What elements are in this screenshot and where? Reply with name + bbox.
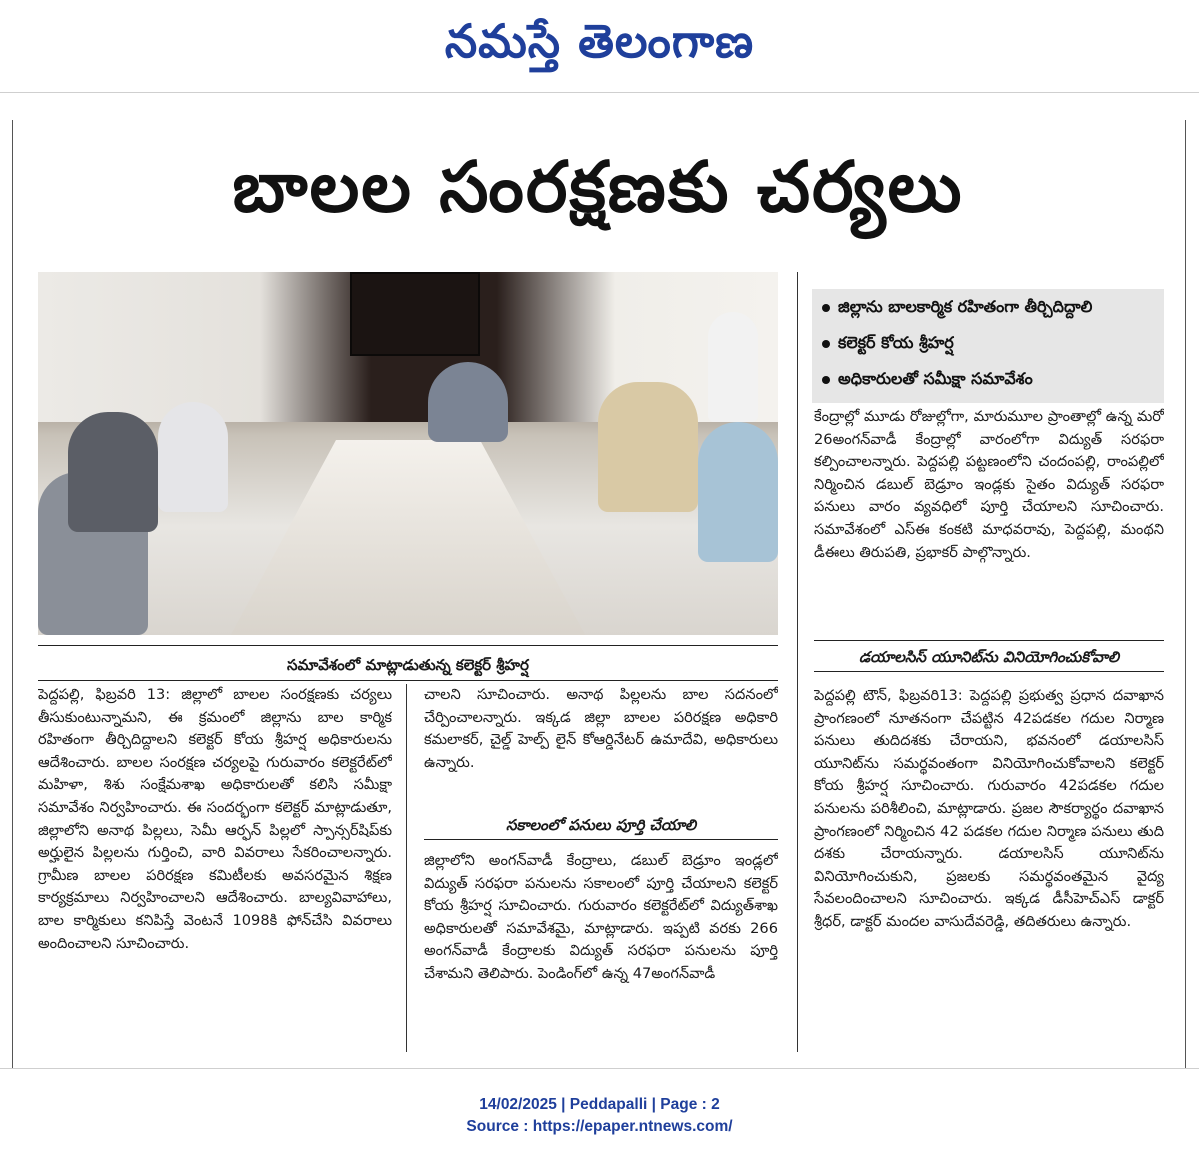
- headline: బాలల సంరక్షణకు చర్యలు: [232, 146, 964, 228]
- top-separator: [0, 92, 1199, 93]
- bottom-separator: [0, 1068, 1199, 1069]
- masthead-logo: నమస్తే తెలంగాణ: [444, 14, 755, 68]
- highlight-text: కలెక్టర్ కోయ శ్రీహర్ష: [838, 333, 954, 352]
- divider: [424, 839, 778, 840]
- photo-person: [68, 412, 158, 532]
- highlight-item: [812, 325, 1164, 361]
- footer-source[interactable]: Source : https://epaper.ntnews.com/: [466, 1118, 733, 1135]
- highlight-item: [812, 289, 1164, 325]
- photo-tv-screen: [350, 272, 480, 356]
- divider: [38, 645, 778, 646]
- meeting-photo: [38, 272, 778, 635]
- divider: [38, 680, 778, 681]
- divider: [814, 640, 1164, 641]
- article-column-2-bottom: జిల్లాలోని అంగన్‌వాడీ కేంద్రాలు, డబుల్ బెడ్రూం ఇండ్లలో విద్యుత్ సరఫరా పనులను సకాలంలో పూర్తి చేయాలని కలెక్టర్ కోయ శ్రీహర్ష సూచించారు. గురువారం కలెక్టరేట్‌లో విద్యుత్‌శాఖ అధికారులతో సమావేశమై, మాట్లాడారు. ఇప్పటి వరకు 266 అంగన్‌వాడీ కేంద్రాలకు విద్యుత్ సరఫరా పనులను పూర్తి చేశామని తెలిపారు. పెండింగ్‌లో ఉన్న 47అంగన్‌వాడీ: [424, 852, 778, 982]
- photo-person: [698, 422, 778, 562]
- bullet-dot-icon: [822, 304, 830, 312]
- article-column-1: పెద్దపల్లి, ఫిబ్రవరి 13: జిల్లాలో బాలల సంరక్షణకు చర్యలు తీసుకుంటున్నామని, ఈ క్రమంలో జిల్లాను బాల కార్మిక రహితంగా తీర్చిదిద్దాలని కలెక్టర్ కోయ శ్రీహర్ష అధికారులను ఆదేశించారు. బాలల సంరక్షణ చర్యలపై గురువారం కలెక్టరేట్‌లో మహిళా, శిశు సంక్షేమశాఖ అధికారులతో కలిసి సమీక్షా సమావేశం నిర్వహించారు. ఈ సందర్భంగా కలెక్టర్ మాట్లాడుతూ, జిల్లాలోని అనాథ పిల్లలు, సెమీ ఆర్ఫన్ పిల్లలో స్పాన్సర్‌షిప్‌కు అర్హులైన పిల్లలను గుర్తించి, వారి వివరాలు సేకరించాలన్నారు. గ్రామీణ బాలల పరిరక్షణ కమిటీలకు అవసరమైన శిక్షణ కార్యక్రమాలు నిర్వహించాలని ఆదేశించారు. బాల్యవివాహాలు, బాల కార్మికులు కనిపిస్తే వెంటనే 1098కి ఫోన్‌చేసి వివరాలు అందించాలని సూచించారు.: [38, 686, 392, 952]
- highlight-item: [812, 361, 1164, 397]
- divider: [814, 671, 1164, 672]
- subhead-complete-works: సకాలంలో పనులు పూర్తి చేయాలి: [505, 816, 697, 834]
- article-right-paragraph-1: కేంద్రాల్లో మూడు రోజుల్లోగా, మారుమూల ప్రాంతాల్లో ఉన్న మరో 26అంగన్‌వాడీ కేంద్రాల్లో వారంలోగా విద్యుత్ సరఫరా కల్పించాలన్నారు. పెద్దపల్లి పట్టణంలోని చందంపల్లి, రాంపల్లిలో నిర్మించిన డబుల్ బెడ్రూం ఇండ్లకు సైతం విద్యుత్ సరఫరా పనులు వారం వ్యవధిలో పూర్తి చేయాలని సూచించారు. సమావేశంలో ఎస్ఈ కంకటి మాధవరావు, పెద్దపల్లి, మంథని డీఈలు తిరుపతి, ప్రభాకర్ పాల్గొన్నారు.: [814, 408, 1164, 561]
- photo-caption: సమావేశంలో మాట్లాడుతున్న కలెక్టర్ శ్రీహర్ష: [287, 656, 529, 674]
- footer: [0, 1094, 1199, 1138]
- column-divider: [797, 272, 798, 1052]
- subhead-dialysis: డయాలసిస్ యూనిట్‌ను వినియోగించుకోవాలి: [859, 648, 1119, 666]
- photo-person: [708, 312, 758, 422]
- footer-date-page: 14/02/2025 | Peddapalli | Page : 2: [479, 1096, 720, 1113]
- column-divider: [406, 684, 407, 1052]
- article-right-paragraph-2: పెద్దపల్లి టౌన్, ఫిబ్రవరి13: పెద్దపల్లి ప్రభుత్వ ప్రధాన దవాఖాన ప్రాంగణంలో నూతనంగా చేపట్టిన 42పడకల గదుల నిర్మాణ పనులు తుదిదశకు చేరాయని, భవనంలో డయాలసిస్ యూనిట్‌ను సమర్థవంతంగా వినియోగించుకోవాలని కలెక్టర్ కోయ శ్రీహర్ష సూచించారు. గురువారం 42పడకల గదుల పనులను పరిశీలించి, మాట్లాడారు. ప్రజల సౌకర్యార్థం దవాఖాన ప్రాంగణంలో నిర్మించిన 42 పడకల గదుల నిర్మాణ పనులు తుది దశకు చేరాయన్నారు. డయాలసిస్ యూనిట్‌ను వినియోగించుకుని, ప్రజలకు సమర్థవంతమైన వైద్య సేవలందించాలని సూచించారు. ఇక్కడ డీసీహెచ్ఎస్ డాక్టర్ శ్రీధర్, డాక్టర్ మందల వాసుదేవరెడ్డి, తదితరులు ఉన్నారు.: [814, 687, 1164, 930]
- highlight-text: అధికారులతో సమీక్షా సమావేశం: [838, 369, 1033, 388]
- photo-person: [598, 382, 698, 512]
- highlights-box: [812, 289, 1164, 403]
- bullet-dot-icon: [822, 340, 830, 348]
- highlight-text: జిల్లాను బాలకార్మిక రహితంగా తీర్చిదిద్దాలి: [838, 297, 1093, 316]
- photo-person: [158, 402, 228, 512]
- photo-conference-table: [228, 440, 588, 635]
- photo-person: [428, 362, 508, 442]
- bullet-dot-icon: [822, 376, 830, 384]
- article-column-2-top: చాలని సూచించారు. అనాథ పిల్లలను బాల సదనంలో చేర్పించాలన్నారు. ఇక్కడ జిల్లా బాలల పరిరక్షణ అధికారి కమలాకర్, చైల్డ్ హెల్ప్ లైన్ కోఆర్డినేటర్ ఉమాదేవి, అధికారులు ఉన్నారు.: [424, 686, 778, 771]
